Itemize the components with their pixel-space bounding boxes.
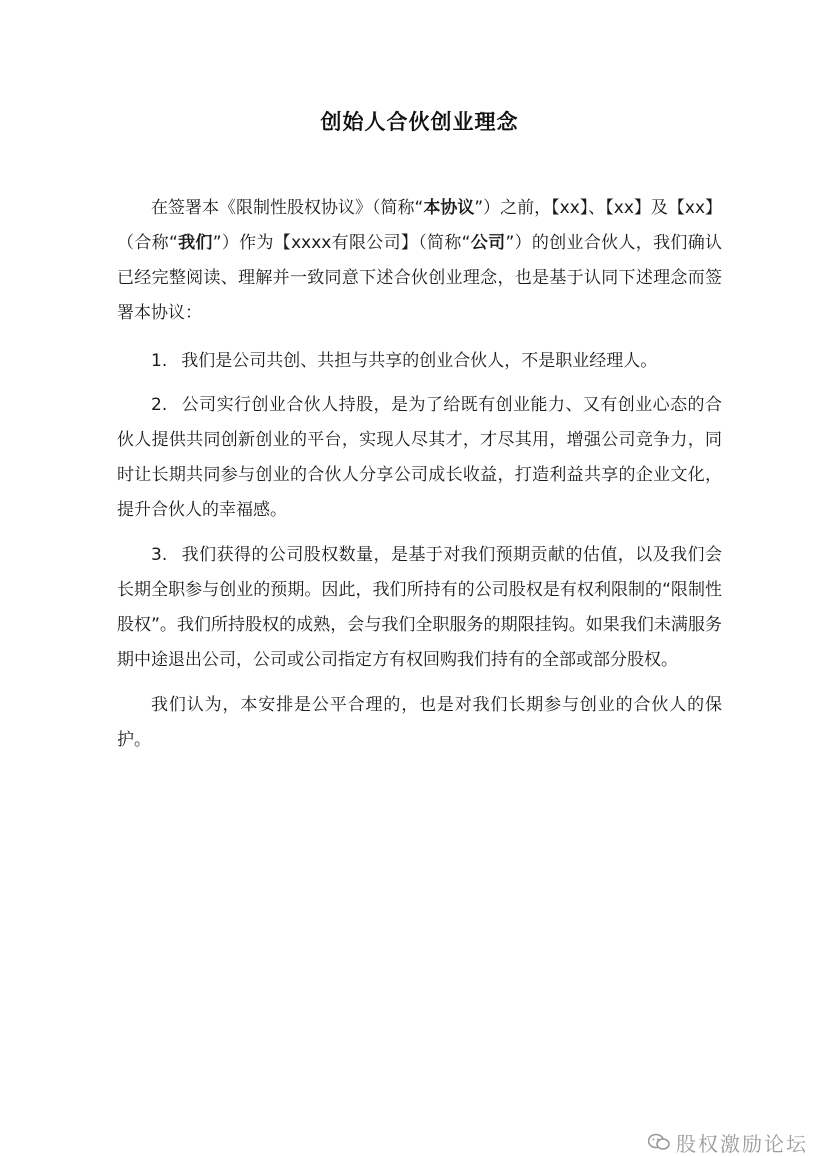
closing-paragraph: 我们认为，本安排是公平合理的，也是对我们长期参与创业的合伙人的保护。: [117, 695, 722, 750]
list-item-2: [117, 388, 722, 528]
list-item-text: 我们是公司共创、共担与共享的创业合伙人，不是职业经理人。: [181, 351, 658, 371]
wechat-logo-icon: [648, 1132, 670, 1156]
intro-text-4: ”）的创业合伙人，我们确认已经完整阅读、理解并一致同意下述合伙创业理念，也是基于认同下述理念而签署本协议：: [117, 233, 723, 323]
list-item-3: [117, 538, 722, 678]
list-item-number: 1.: [151, 351, 168, 371]
intro-text-1: 在签署本《限制性股权协议》（简称“: [151, 198, 424, 218]
list-item-text: 我们获得的公司股权数量，是基于对我们预期贡献的估值，以及我们会长期全职参与创业的预期。因此，我们所持有的公司股权是有权利限制的“限制性股权”。我们所持股权的成熟，会与我们全职服务的期限挂钩。如果我们未满服务期中途退出公司，公司或公司指定方有权回购我们持有的全部或部分股权。: [117, 545, 722, 670]
list-item-number: 2.: [151, 395, 168, 415]
watermark-text: 股权激励论坛: [676, 1132, 808, 1156]
list-item-number: 3.: [151, 545, 168, 565]
intro-bold-we: 我们: [177, 233, 213, 253]
list-item-1: [117, 344, 722, 379]
intro-text-2: ”）之前，【xx】、【xx】及【xx】（合称“: [117, 198, 723, 253]
intro-bold-agreement: 本协议: [423, 198, 475, 218]
intro-text-3: ”）作为【xxxx有限公司】（简称“: [212, 233, 471, 253]
watermark: [648, 1128, 839, 1156]
document-title: 创始人合伙创业理念: [320, 110, 519, 134]
list-item-text: 公司实行创业合伙人持股，是为了给既有创业能力、又有创业心态的合伙人提供共同创新创业的平台，实现人尽其才，才尽其用，增强公司竞争力，同时让长期共同参与创业的合伙人分享公司成长收益，打造利益共享的企业文化，提升合伙人的幸福感。: [117, 395, 722, 520]
intro-bold-company: 公司: [470, 233, 506, 253]
intro-paragraph: [117, 191, 722, 331]
